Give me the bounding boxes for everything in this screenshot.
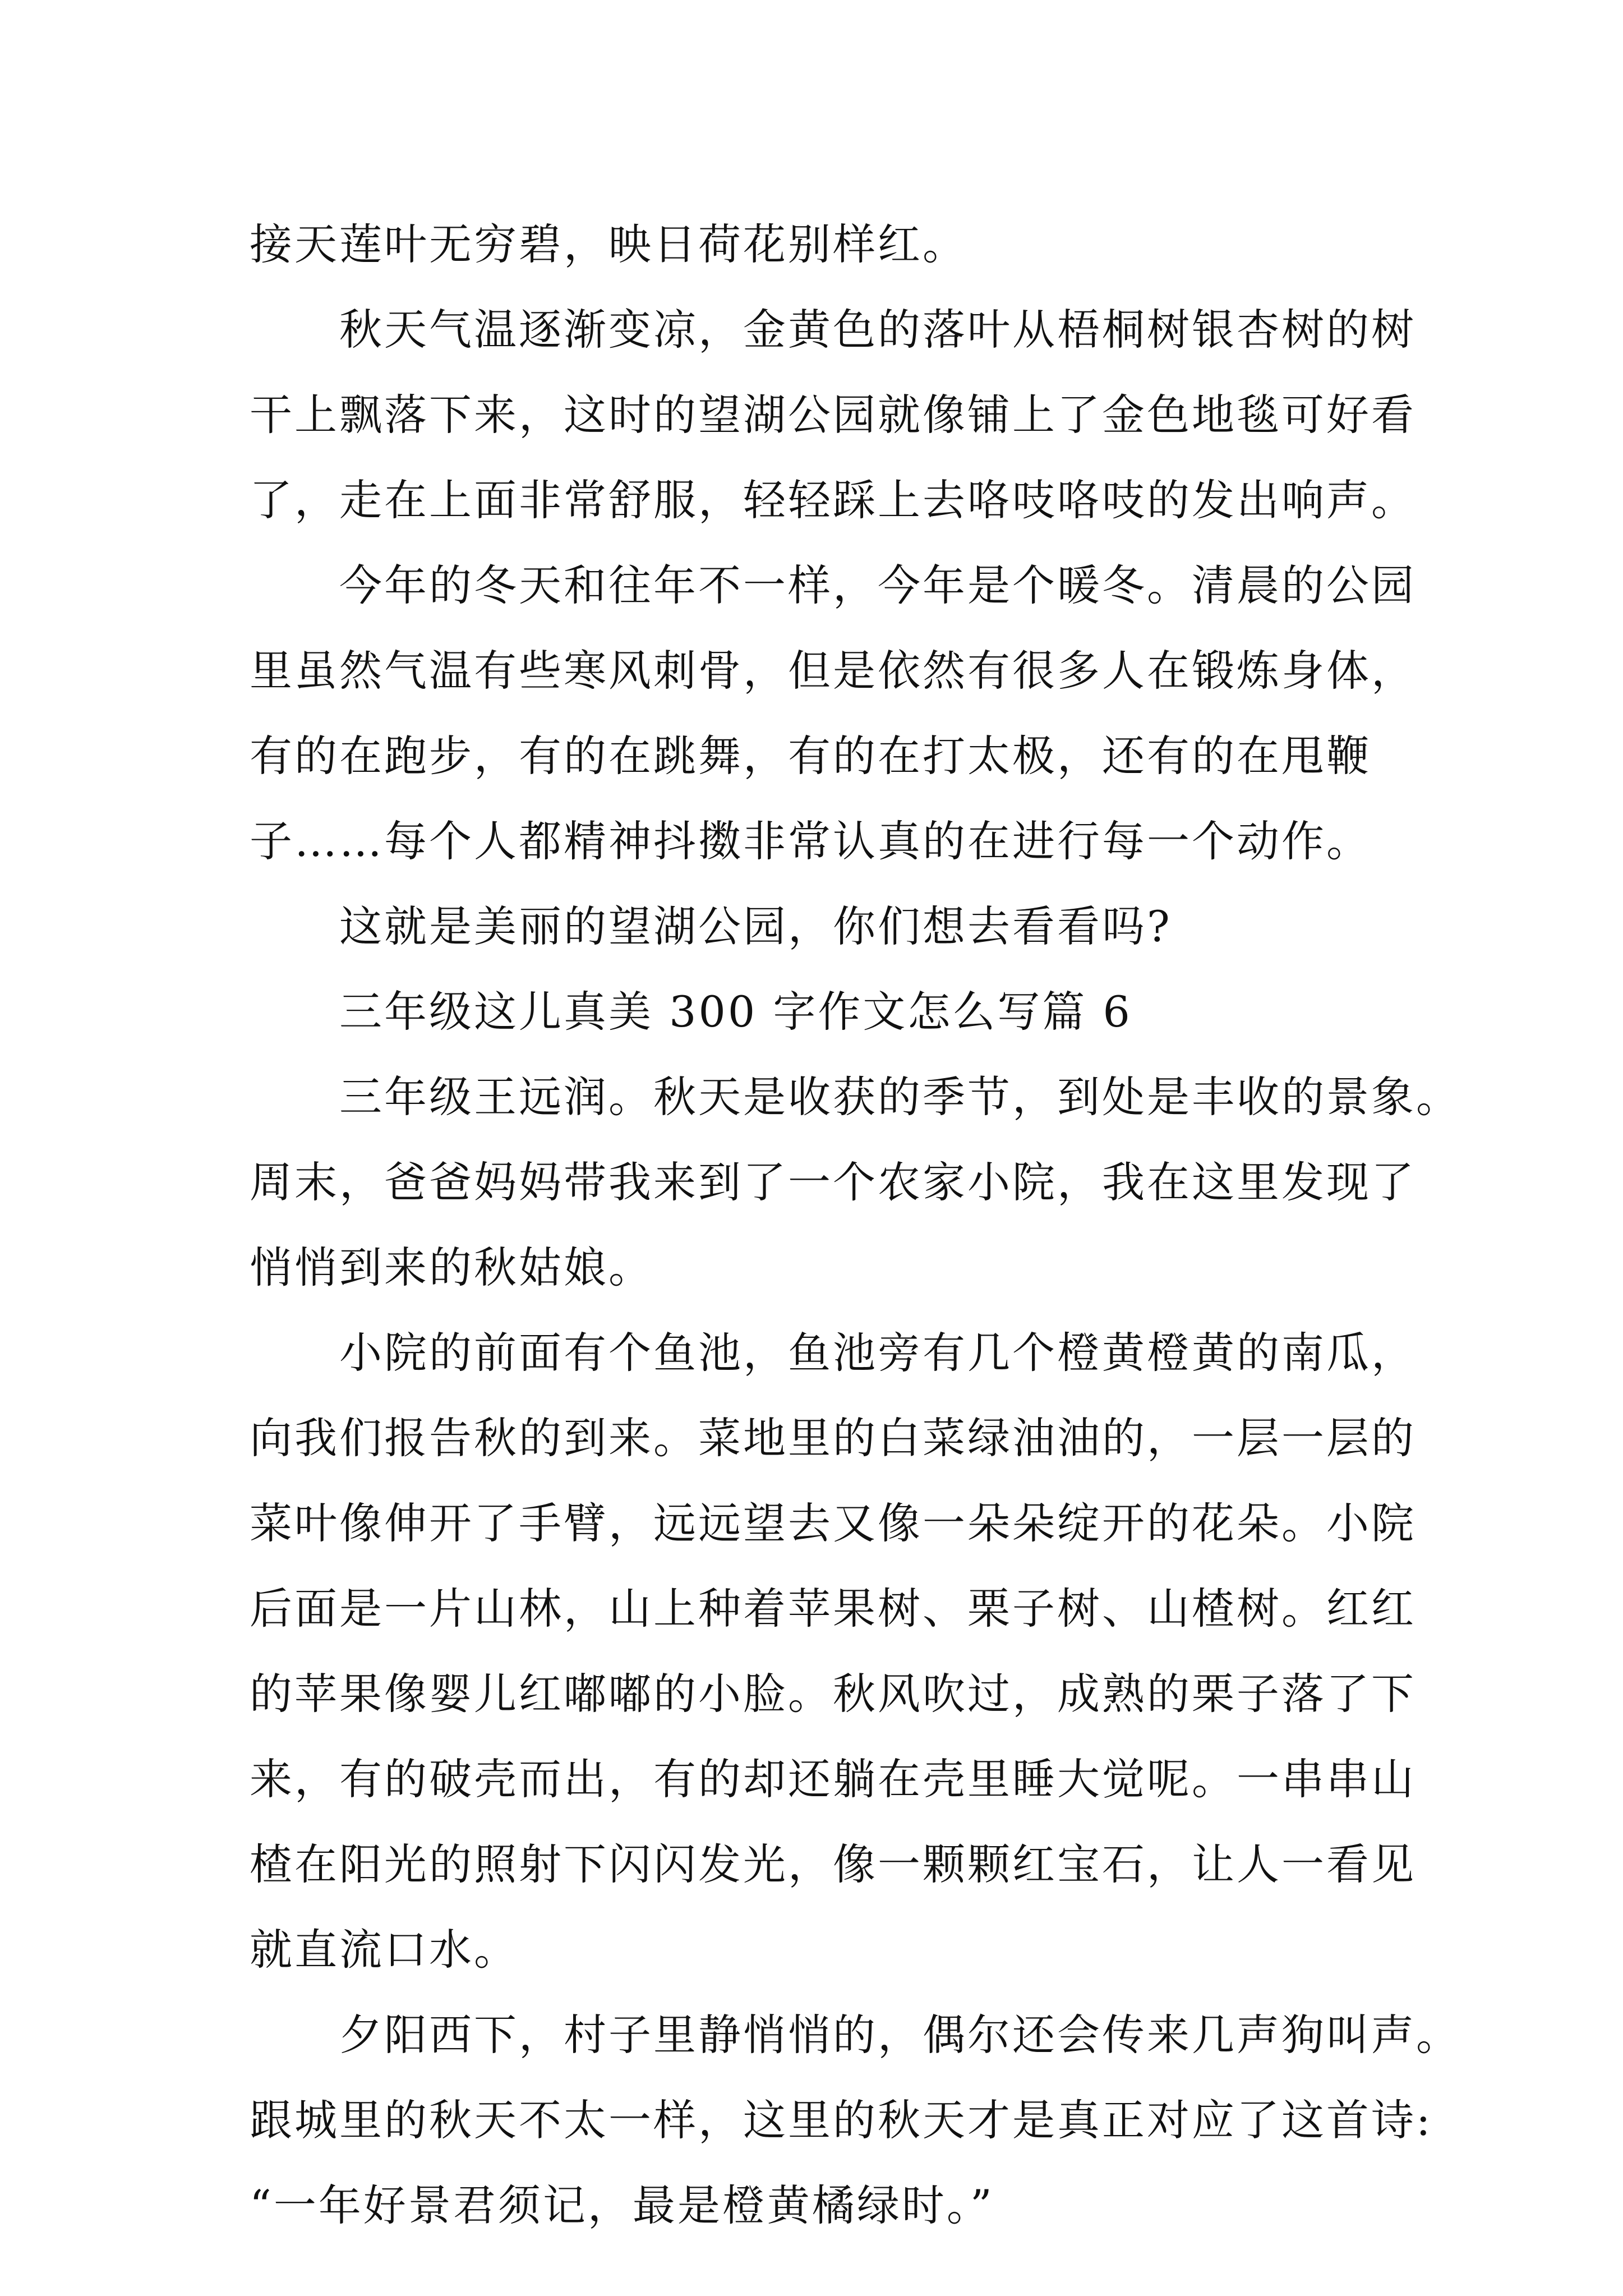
heading-line: 三年级这儿真美 300 字作文怎么写篇 6 [339, 987, 1132, 1037]
text-line: 里虽然气温有些寒风刺骨，但是依然有很多人在锻炼身体， [250, 646, 1416, 696]
text-line: 周末，爸爸妈妈带我来到了一个农家小院，我在这里发现了 [250, 1157, 1416, 1207]
text-line: 就直流口水。 [250, 1925, 519, 1975]
paragraph [250, 202, 1388, 287]
text-line: 跟城里的秋天不太一样，这里的秋天才是真正对应了这首诗: [250, 2095, 1433, 2145]
text-line: 今年的冬天和往年不一样，今年是个暖冬。清晨的公园 [339, 560, 1416, 610]
text-line: 秋天气温逐渐变凉，金黄色的落叶从梧桐树银杏树的树 [339, 305, 1416, 355]
text-line: 楂在阳光的照射下闪闪发光，像一颗颗红宝石，让人一看见 [250, 1839, 1416, 1889]
text-line: 有的在跑步，有的在跳舞，有的在打太极，还有的在甩鞭 [250, 731, 1371, 781]
article-body [250, 202, 1461, 2248]
paragraph [250, 1993, 1461, 2248]
text-line: 了，走在上面非常舒服，轻轻踩上去咯吱咯吱的发出响声。 [250, 475, 1416, 525]
text-line: 来，有的破壳而出，有的却还躺在壳里睡大觉呢。一串串山 [250, 1754, 1416, 1804]
text-line: 小院的前面有个鱼池，鱼池旁有几个橙黄橙黄的南瓜， [339, 1328, 1416, 1378]
text-line: 悄悄到来的秋姑娘。 [250, 1243, 653, 1292]
text-line: 菜叶像伸开了手臂，远远望去又像一朵朵绽开的花朵。小院 [250, 1498, 1416, 1548]
text-line: 接天莲叶无穷碧，映日荷花别样红。 [250, 219, 967, 269]
text-line: 三年级王远润。秋天是收获的季节，到处是丰收的景象。 [339, 1072, 1461, 1122]
text-line: 的苹果像婴儿红嘟嘟的小脸。秋风吹过，成熟的栗子落了下 [250, 1669, 1416, 1719]
text-line: “一年好景君须记，最是橙黄橘绿时。” [250, 2180, 994, 2230]
paragraph [250, 543, 1416, 884]
paragraph [250, 884, 1388, 969]
paragraph [250, 287, 1416, 543]
section-heading [250, 969, 1388, 1055]
text-line: 向我们报告秋的到来。菜地里的白菜绿油油的，一层一层的 [250, 1413, 1416, 1463]
text-line: 后面是一片山林，山上种着苹果树、栗子树、山楂树。红红 [250, 1584, 1416, 1634]
text-line: 这就是美丽的望湖公园，你们想去看看吗? [339, 901, 1172, 951]
paragraph [250, 1310, 1416, 1993]
text-line: 夕阳西下，村子里静悄悄的，偶尔还会传来几声狗叫声。 [339, 2010, 1461, 2060]
text-line: 干上飘落下来，这时的望湖公园就像铺上了金色地毯可好看 [250, 390, 1416, 440]
text-line: 子……每个人都精神抖擞非常认真的在进行每一个动作。 [250, 816, 1371, 866]
paragraph [250, 1055, 1461, 1310]
